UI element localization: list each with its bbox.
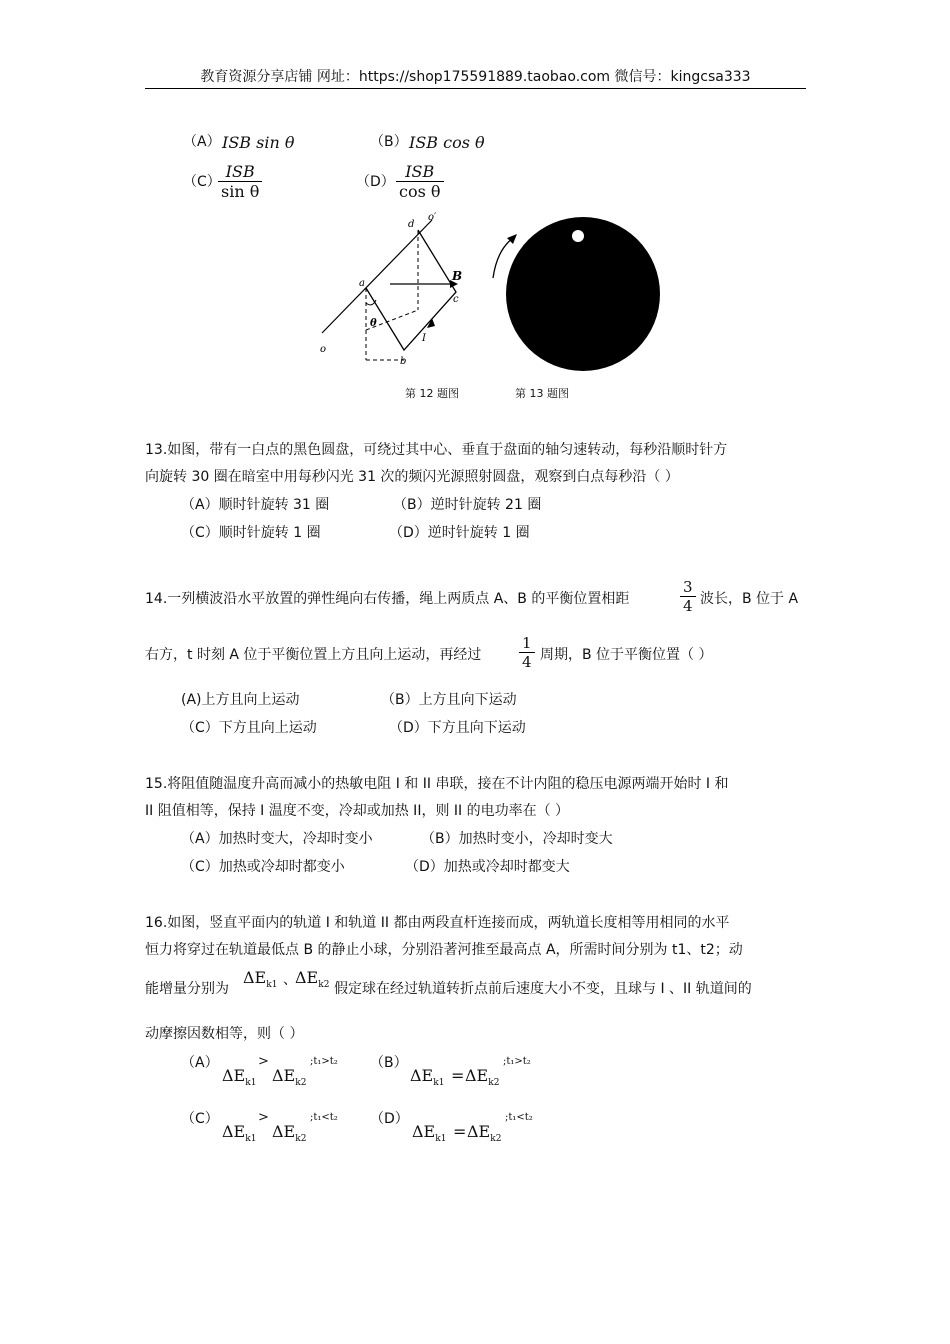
dE-symbol: ΔE <box>412 1122 436 1141</box>
q13-option-a: （A）顺时针旋转 31 圈 <box>181 497 330 513</box>
q12-option-a-expr: ISB sin θ <box>222 133 295 152</box>
figure-12-diagram <box>310 208 490 373</box>
q14-line-2-post: 周期，B 位于平衡位置（ ） <box>540 647 713 663</box>
q12-option-d-den: cos θ <box>399 182 441 201</box>
q13-option-d: （D）逆时针旋转 1 圈 <box>389 525 530 541</box>
dE-sub: k2 <box>490 1134 502 1145</box>
q16-option-d-rhs <box>467 1122 501 1144</box>
coil-loop <box>366 230 456 350</box>
q13-line-2: 向旋转 30 圈在暗室中用每秒闪光 31 次的频闪光源照射圆盘，观察到白点每秒沿（ ） <box>145 469 679 485</box>
q16-line-3-sep: 、 <box>283 972 297 988</box>
q14-fraction-1 <box>680 578 696 615</box>
dE-symbol: ΔE <box>222 1066 246 1085</box>
dE-sub: k2 <box>295 1078 307 1089</box>
axis-line <box>322 220 432 333</box>
q12-option-c-label: （C） <box>183 174 221 190</box>
q16-inline-dE-k1-symbol: ΔE <box>243 968 267 987</box>
q16-option-c-rhs <box>272 1122 306 1144</box>
dE-symbol: ΔE <box>272 1066 296 1085</box>
q16-option-c-time: ;t₁<t₂ <box>310 1112 338 1123</box>
q15-option-c: （C）加热或冷却时都变小 <box>181 859 345 875</box>
q16-option-b-label: （B） <box>370 1055 408 1071</box>
q16-inline-dE-k2-symbol: ΔE <box>295 968 319 987</box>
q13-option-b: （B）逆时针旋转 21 圈 <box>393 497 542 513</box>
q14-option-d: （D）下方且向下运动 <box>389 720 526 736</box>
q14-fraction-2-den: 4 <box>522 653 532 671</box>
q14-fraction-2 <box>519 634 535 671</box>
q16-option-b-rhs <box>465 1066 499 1088</box>
q16-line-2: 恒力将穿过在轨道最低点 B 的静止小球，分别沿著河推至最高点 A，所需时间分别为 t1、t2；动 <box>145 942 743 958</box>
q16-option-c-rel: > <box>258 1110 269 1125</box>
q12-option-a-label: （A） <box>183 134 221 150</box>
header-rule <box>145 88 806 89</box>
q16-option-d-rel: = <box>453 1122 467 1141</box>
white-dot <box>572 230 584 242</box>
label-I: I <box>422 333 426 344</box>
q16-option-b-time: ;t₁>t₂ <box>503 1056 531 1067</box>
dE-sub: k1 <box>433 1078 445 1089</box>
q16-option-a-time: ;t₁>t₂ <box>310 1056 338 1067</box>
figure-12-caption: 第 12 题图 <box>405 387 459 400</box>
q12-option-b-label: （B） <box>370 134 408 150</box>
figure-13-caption: 第 13 题图 <box>515 387 569 400</box>
q13-line-1: 13.如图，带有一白点的黑色圆盘，可绕过其中心、垂直于盘面的轴匀速转动，每秒沿顺时针方 <box>145 442 728 458</box>
dE-symbol: ΔE <box>410 1066 434 1085</box>
q16-option-a-lhs <box>222 1066 256 1088</box>
q16-inline-dE-k1 <box>243 968 277 990</box>
dE-symbol: ΔE <box>222 1122 246 1141</box>
q16-option-c-label: （C） <box>181 1111 219 1127</box>
q16-option-a-rhs <box>272 1066 306 1088</box>
q16-inline-dE-k1-sub: k1 <box>266 980 278 991</box>
q12-option-c-den: sin θ <box>221 182 260 201</box>
figure-13-diagram <box>485 210 670 375</box>
dE-sub: k1 <box>435 1134 447 1145</box>
q14-fraction-1-den: 4 <box>683 597 693 615</box>
q12-option-c-num: ISB <box>218 162 262 182</box>
dE-sub: k2 <box>488 1078 500 1089</box>
q16-option-a-rel: > <box>258 1054 269 1069</box>
q16-option-b-rel: = <box>451 1066 465 1085</box>
q14-line-2-pre: 右方，t 时刻 A 位于平衡位置上方且向上运动，再经过 <box>145 647 482 663</box>
dE-sub: k1 <box>245 1078 257 1089</box>
q16-option-b-lhs <box>410 1066 444 1088</box>
page-header: 教育资源分享店铺 网址：https://shop175591889.taobao.com 微信号：kingcsa333 <box>200 69 751 85</box>
q12-option-c-fraction <box>218 162 262 201</box>
label-c: c <box>453 294 459 305</box>
q14-line-1-post: 波长，B 位于 A <box>700 591 799 607</box>
q16-line-3-post: 假定球在经过轨道转折点前后速度大小不变，且球与 I 、II 轨道间的 <box>334 981 752 997</box>
q16-line-4: 动摩擦因数相等，则（ ） <box>145 1026 304 1042</box>
q16-option-d-time: ;t₁<t₂ <box>505 1112 533 1123</box>
dE-sub: k2 <box>295 1134 307 1145</box>
q16-inline-dE-k2-sub: k2 <box>318 980 330 991</box>
q12-option-b-expr: ISB cos θ <box>409 133 485 152</box>
q14-option-b: （B）上方且向下运动 <box>381 692 517 708</box>
label-o-prime: o′ <box>428 212 437 223</box>
q12-option-d-num: ISB <box>396 162 444 182</box>
dE-symbol: ΔE <box>465 1066 489 1085</box>
label-o: o <box>320 344 327 355</box>
q15-line-1: 15.将阻值随温度升高而减小的热敏电阻 I 和 II 串联，接在不计内阻的稳压电源两端开始时 I 和 <box>145 776 729 792</box>
q16-option-c-lhs <box>222 1122 256 1144</box>
q13-option-c: （C）顺时针旋转 1 圈 <box>181 525 321 541</box>
q15-option-d: （D）加热或冷却时都变大 <box>405 859 570 875</box>
dE-sub: k1 <box>245 1134 257 1145</box>
q16-option-a-label: （A） <box>181 1055 219 1071</box>
q14-option-a: (A)上方且向上运动 <box>181 692 300 708</box>
label-B: B <box>452 269 463 283</box>
q16-line-1: 16.如图，竖直平面内的轨道 I 和轨道 II 都由两段直杆连接而成，两轨道长度相等用相同的水平 <box>145 915 730 931</box>
label-d: d <box>408 219 415 230</box>
q12-option-d-fraction <box>396 162 444 201</box>
q16-line-3-pre: 能增量分别为 <box>145 981 229 997</box>
q14-fraction-1-num: 3 <box>680 578 696 597</box>
dE-symbol: ΔE <box>467 1122 491 1141</box>
q14-line-1-pre: 14.一列横波沿水平放置的弹性绳向右传播，绳上两质点 A、B 的平衡位置相距 <box>145 591 630 607</box>
q12-option-a <box>183 132 221 152</box>
q15-option-b: （B）加热时变小，冷却时变大 <box>421 831 613 847</box>
q16-inline-dE-k2 <box>295 968 329 990</box>
q16-option-d-label: （D） <box>370 1111 409 1127</box>
black-disk <box>506 217 660 371</box>
q12-option-d-label: （D） <box>356 174 395 190</box>
q15-line-2: II 阻值相等，保持 I 温度不变，冷却或加热 II，则 II 的电功率在（ ） <box>145 803 570 819</box>
q14-fraction-2-num: 1 <box>519 634 535 653</box>
q16-option-d-lhs <box>412 1122 446 1144</box>
q14-option-c: （C）下方且向上运动 <box>181 720 317 736</box>
dE-symbol: ΔE <box>272 1122 296 1141</box>
label-a: a <box>359 278 365 289</box>
label-b: b <box>400 356 407 367</box>
q15-option-a: （A）加热时变大，冷却时变小 <box>181 831 373 847</box>
label-theta: θ <box>370 318 377 329</box>
